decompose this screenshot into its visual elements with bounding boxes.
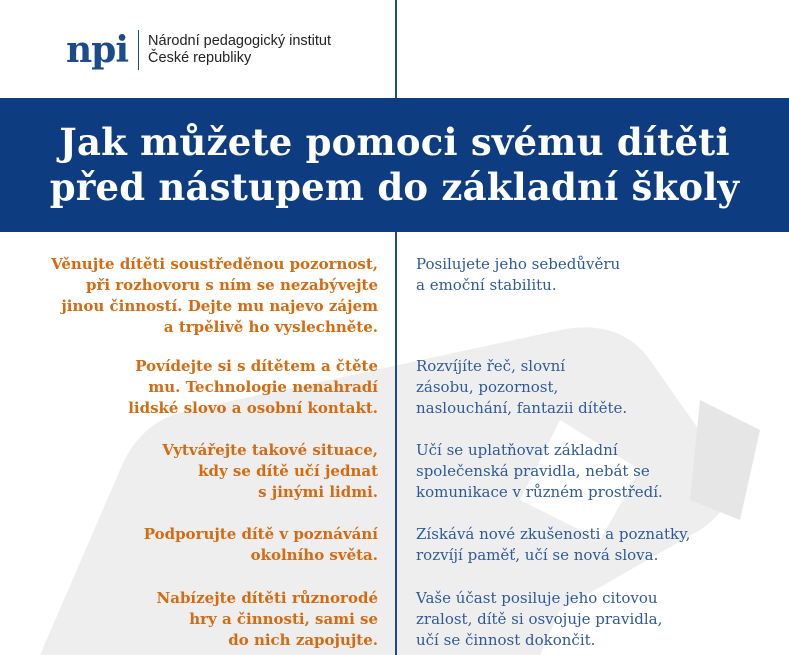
tip-text [38,440,378,503]
effect-text [416,356,776,419]
effect-line: Získává nové zkušenosti a poznatky, [416,525,691,543]
tip-text [38,524,378,566]
effect-line: komunikace v různém prostředí. [416,483,663,501]
title-line-1: Jak můžete pomoci svému dítěti [59,120,730,164]
effect-line: zralost, dítě si osvojuje pravidla, [416,610,663,628]
title-banner [0,98,789,232]
tip-line: Povídejte si s dítětem a čtěte [135,357,378,375]
effect-text [416,524,776,566]
tip-text [38,356,378,419]
title-line-2: před nástupem do základní školy [49,165,740,209]
page-title [50,120,740,210]
logo-mark: npi [66,29,129,71]
tip-line: při rozhovoru s ním se nezabývejte [85,276,378,294]
divider-top [395,0,397,98]
logo-line-2: České republiky [148,50,252,66]
effect-line: Učí se uplatňovat základní [416,441,618,459]
tip-line: Podporujte dítě v poznávání [143,525,378,543]
tip-line: a trpělivě ho vyslechněte. [163,318,378,336]
effect-line: Posilujete jeho sebedůvěru [416,255,621,273]
tip-line: do nich zapojujte. [228,631,378,649]
tip-line: kdy se dítě učí jednat [198,462,378,480]
tip-line: lidské slovo a osobní kontakt. [128,399,378,417]
tip-line: s jinými lidmi. [258,483,378,501]
tip-text [38,588,378,651]
tip-line: Vytvářejte takové situace, [162,441,378,459]
effect-line: Vaše účast posiluje jeho citovou [416,589,658,607]
effect-text [416,440,776,503]
tip-line: jinou činností. Dejte mu najevo zájem [61,297,378,315]
effect-line: rozvíjí paměť, učí se nová slova. [416,546,659,564]
effect-line: naslouchání, fantazii dítěte. [416,399,628,417]
effect-line: Rozvíjíte řeč, slovní [416,357,566,375]
effect-line: a emoční stabilitu. [416,276,557,294]
divider-bottom [395,232,397,655]
effect-text [416,254,776,296]
effect-line: zásobu, pozornost, [416,378,559,396]
effect-line: společenská pravidla, nebát se [416,462,650,480]
effect-text [416,588,776,651]
tip-line: mu. Technologie nenahradí [148,378,378,396]
tip-line: Nabízejte dítěti různorodé [156,589,378,607]
effect-line: učí se činnost dokončit. [416,631,596,649]
logo-separator [138,30,139,70]
tip-line: Věnujte dítěti soustředěnou pozornost, [51,255,378,273]
tip-text [38,254,378,338]
logo-line-1: Národní pedagogický institut [148,33,332,49]
npi-logo [66,28,331,72]
logo-text [148,33,331,67]
tip-line: okolního světa. [250,546,378,564]
tip-line: hry a činnosti, sami se [189,610,378,628]
